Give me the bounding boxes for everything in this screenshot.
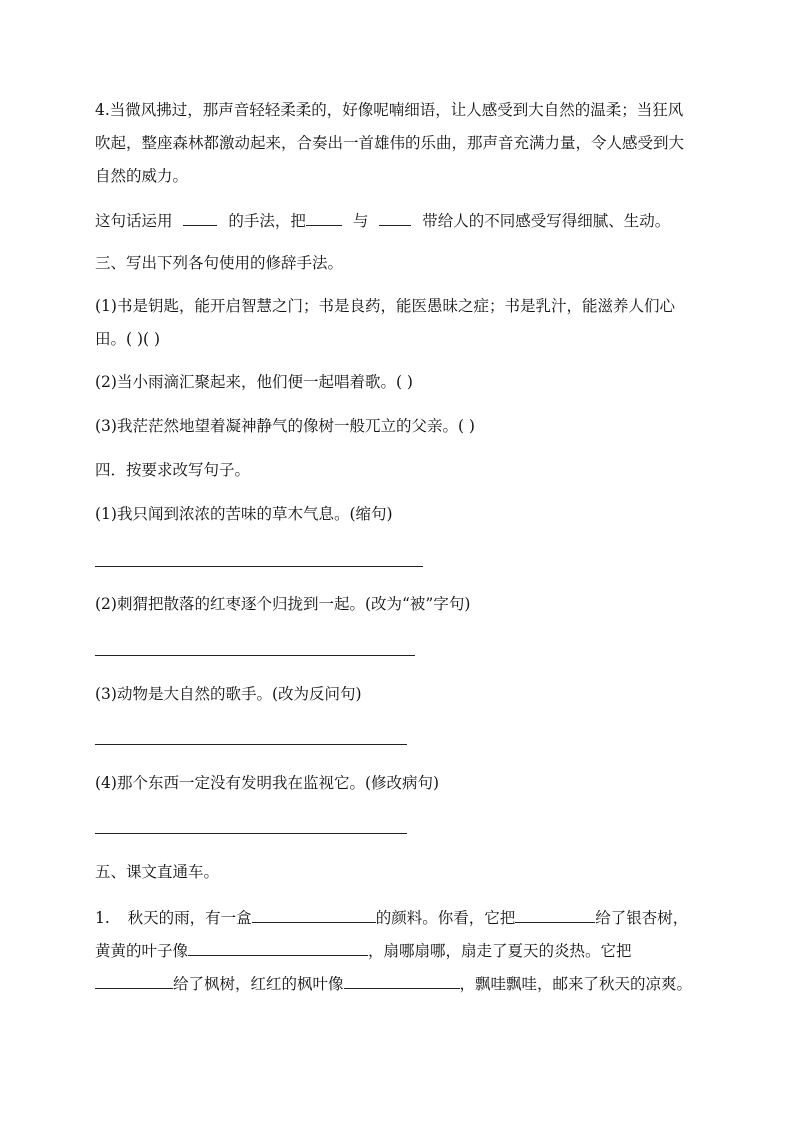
q4-fill-text-a: 这句话运用 xyxy=(95,212,173,230)
section3-item1-line1: (1)书是钥匙，能开启智慧之门；书是良药，能医愚昧之症；书是乳汁，能滋养人们心 xyxy=(95,297,675,315)
section5-q1-text-a: 秋天的雨，有一盒 xyxy=(127,909,252,927)
q4-blank-object-2[interactable] xyxy=(379,209,411,226)
q4-fill-text-b: 的手法，把 xyxy=(228,212,306,230)
section4-heading: 四．按要求改写句子。 xyxy=(95,461,251,479)
q4-fill-text-c: 与 xyxy=(352,212,369,230)
section3-heading: 三、写出下列各句使用的修辞手法。 xyxy=(95,254,344,272)
section5-q1-text-b: 的颜料。你看，它把 xyxy=(375,909,516,927)
section5-blank-yellow-leaf[interactable] xyxy=(188,939,368,956)
section5-q1-text-f: 给了枫树，红红的枫叶像 xyxy=(173,975,344,993)
section4-item4: (4)那个东西一定没有发明我在监视它。(修改病句) xyxy=(95,774,440,792)
section5-q1-line1 xyxy=(95,906,688,928)
section5-q1-text-e: ，扇哪扇哪，扇走了夏天的炎热。它把 xyxy=(368,942,632,960)
section5-q1-text-g: ，飘哇飘哇，邮来了秋天的凉爽。 xyxy=(459,975,693,993)
section4-item2: (2)刺猬把散落的红枣逐个归拢到一起。(改为“被”字句) xyxy=(95,595,471,613)
q4-fill-text-d: 带给人的不同感受写得细腻、生动。 xyxy=(422,212,671,230)
section5-heading: 五、课文直通车。 xyxy=(95,863,220,881)
section4-item1: (1)我只闻到浓浓的苦味的草木气息。(缩句) xyxy=(95,505,393,523)
section3-item2: (2)当小雨滴汇聚起来，他们便一起唱着歌。( ) xyxy=(95,373,413,391)
section5-blank-maple-leaf[interactable] xyxy=(344,972,460,989)
section3-item1-line2: 田。( )( ) xyxy=(95,330,161,348)
section3-item3: (3)我茫茫然地望着凝神静气的像树一般兀立的父亲。( ) xyxy=(95,417,475,435)
section5-blank-red[interactable] xyxy=(95,972,173,989)
q4-blank-technique[interactable] xyxy=(183,209,217,226)
section5-blank-yellow[interactable] xyxy=(515,906,595,923)
q4-fill-sentence xyxy=(95,209,670,231)
section4-item2-answer-line[interactable] xyxy=(95,655,415,656)
section5-q1-line3 xyxy=(95,972,692,994)
section4-item3: (3)动物是大自然的歌手。(改为反问句) xyxy=(95,685,362,703)
section5-q1-text-c: 给了银杏树， xyxy=(595,909,689,927)
section5-q1-text-d: 黄黄的叶子像 xyxy=(95,942,189,960)
q4-line-2: 吹起，整座森林都激动起来，合奏出一首雄伟的乐曲，那声音充满力量，令人感受到大 xyxy=(95,134,685,152)
section4-item4-answer-line[interactable] xyxy=(95,833,407,834)
section4-item1-answer-line[interactable] xyxy=(95,566,423,567)
section5-q1-number: 1. xyxy=(95,909,110,927)
q4-line-3: 自然的威力。 xyxy=(95,167,189,185)
q4-blank-object-1[interactable] xyxy=(306,209,342,226)
q4-line-1: 4.当微风拂过，那声音轻轻柔柔的，好像呢喃细语，让人感受到大自然的温柔；当狂风 xyxy=(95,101,684,119)
section4-item3-answer-line[interactable] xyxy=(95,744,407,745)
section5-blank-paint[interactable] xyxy=(252,906,376,923)
section5-q1-line2 xyxy=(95,939,632,961)
